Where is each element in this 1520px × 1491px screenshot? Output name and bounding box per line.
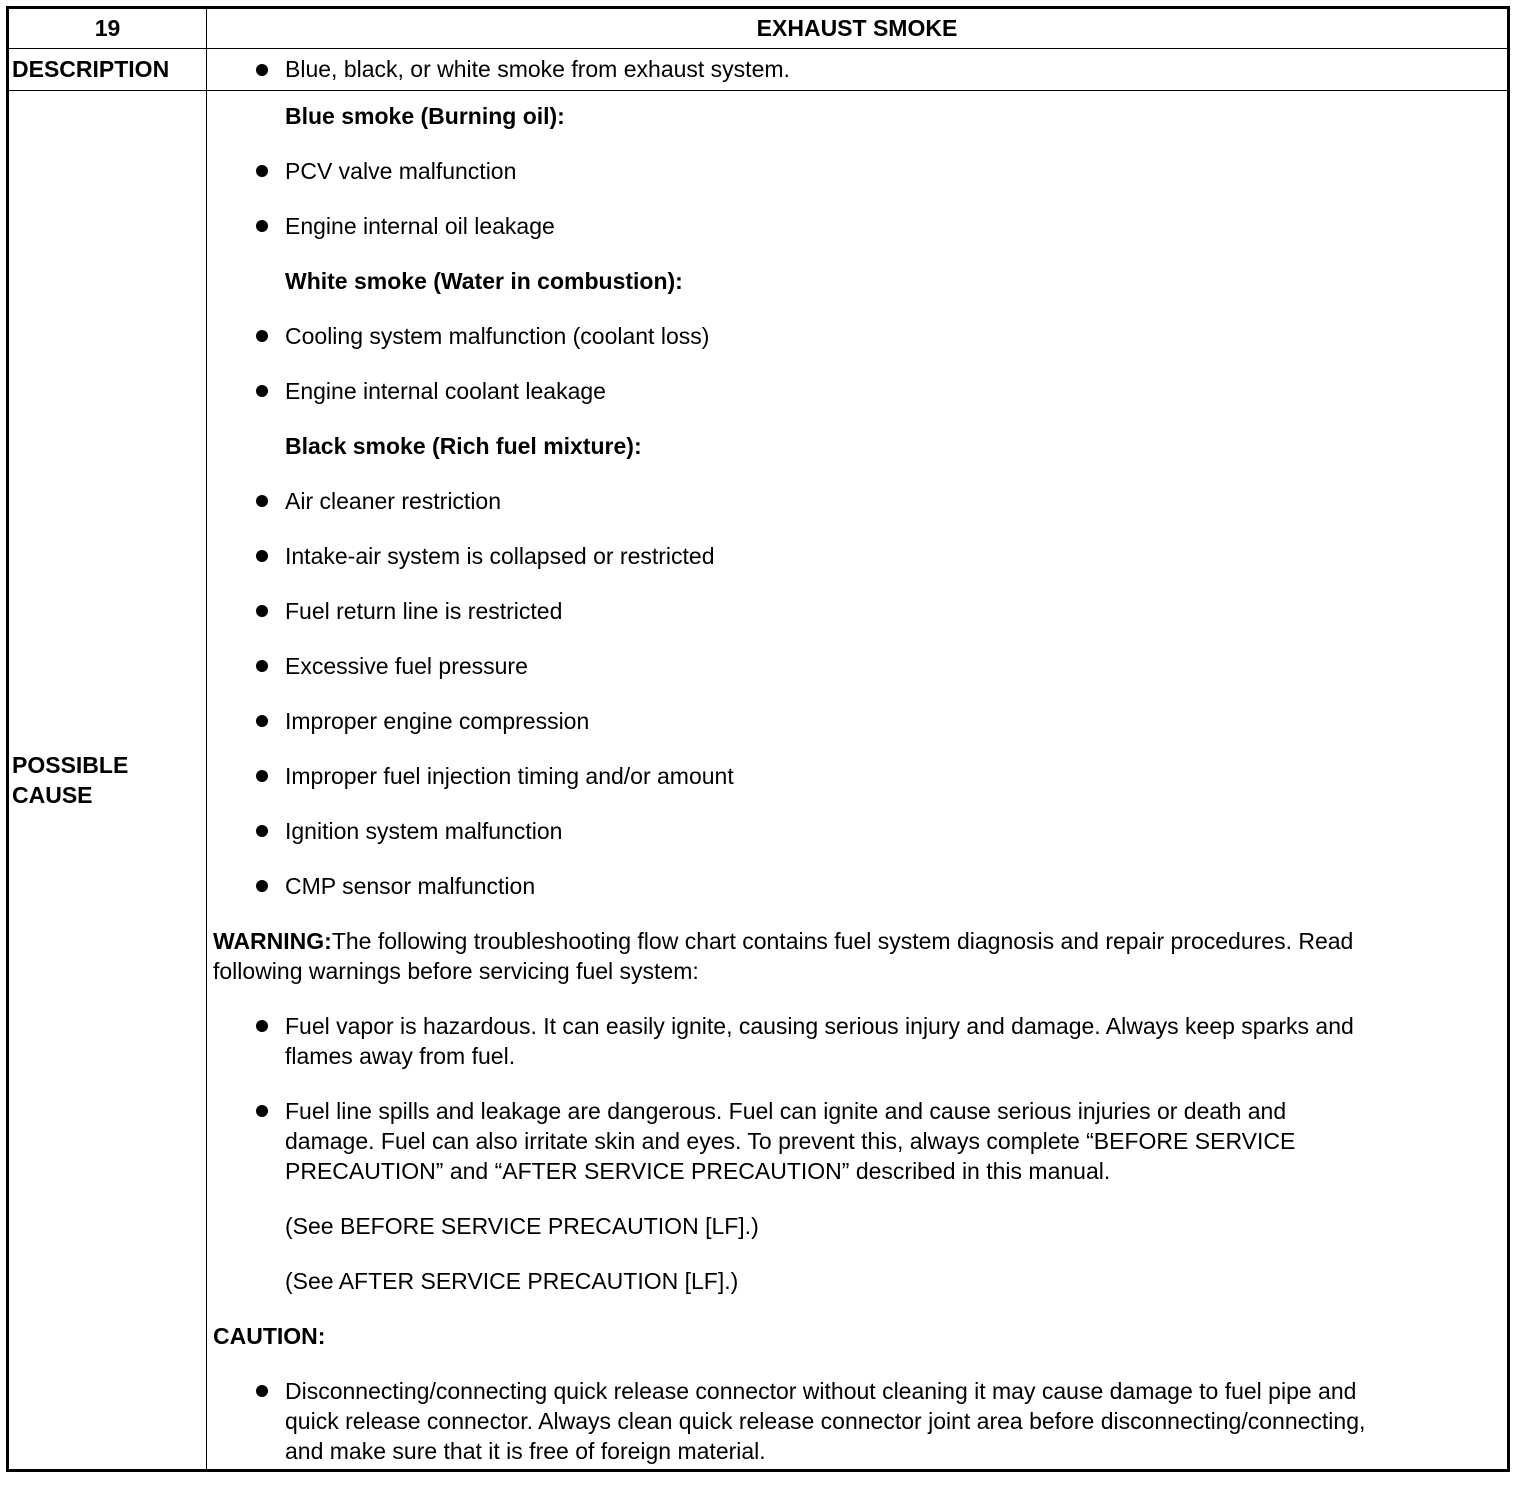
text-line: and make sure that it is free of foreign material. (285, 1438, 766, 1464)
text-line: PRECAUTION” and “AFTER SERVICE PRECAUTION” described in this manual. (285, 1158, 1111, 1184)
cause-list-item (207, 706, 1507, 736)
cause-list-item (207, 321, 1507, 351)
text-line: Air cleaner restriction (285, 488, 502, 514)
text-line: quick release connector. Always clean quick release connector joint area before disconnecting/connecting, (285, 1408, 1366, 1434)
text-line: CAUTION: (213, 1323, 326, 1349)
text-line: Fuel return line is restricted (285, 598, 563, 624)
warning-block (207, 926, 1507, 986)
text-line: CMP sensor malfunction (285, 873, 536, 899)
description-label: DESCRIPTION (12, 56, 170, 82)
bullet-icon (256, 770, 268, 782)
plain-block (207, 1266, 1507, 1296)
cause-list-item (207, 1096, 1507, 1186)
row-divider (9, 90, 1507, 91)
cause-list-item (207, 211, 1507, 241)
text-line: White smoke (Water in combustion): (285, 268, 683, 294)
caution-block (207, 1321, 1507, 1351)
possible-cause-label (12, 91, 206, 1469)
cause-list-item (207, 816, 1507, 846)
bullet-icon (256, 1385, 268, 1397)
cause-list-item (207, 761, 1507, 791)
bullet-icon (256, 64, 268, 76)
bullet-icon (256, 1105, 268, 1117)
text-line: following warnings before servicing fuel system: (213, 958, 699, 984)
text-line: Fuel line spills and leakage are dangerous. Fuel can ignite and cause serious injuries or death and (285, 1098, 1287, 1124)
cause-list-item (207, 376, 1507, 406)
cause-list-item (207, 486, 1507, 516)
description-value: Blue, black, or white smoke from exhaust system. (285, 56, 790, 82)
bullet-icon (256, 825, 268, 837)
bullet-icon (256, 550, 268, 562)
text-line: Improper fuel injection timing and/or amount (285, 763, 734, 789)
bullet-icon (256, 1020, 268, 1032)
plain-block (207, 1211, 1507, 1241)
text-line: Fuel vapor is hazardous. It can easily ignite, causing serious injury and damage. Always keep sparks and (285, 1013, 1354, 1039)
warning-prefix: WARNING: (213, 928, 332, 954)
text-line: damage. Fuel can also irritate skin and eyes. To prevent this, always complete “BEFORE SERVICE (285, 1128, 1296, 1154)
description-text (207, 49, 1507, 90)
text-line: Blue smoke (Burning oil): (285, 103, 565, 129)
symptom-number: 19 (94, 15, 121, 41)
possible-cause-content (207, 93, 1507, 1491)
bullet-icon (256, 495, 268, 507)
heading-block (207, 101, 1507, 131)
text-line: Disconnecting/connecting quick release connector without cleaning it may cause damage to fuel pipe and (285, 1378, 1357, 1404)
text-line: Cooling system malfunction (coolant loss) (285, 323, 710, 349)
text-line: Excessive fuel pressure (285, 653, 528, 679)
cause-list-item (207, 651, 1507, 681)
text-line: Engine internal coolant leakage (285, 378, 606, 404)
bullet-icon (256, 715, 268, 727)
text-line: flames away from fuel. (285, 1043, 516, 1069)
cause-list-item (207, 871, 1507, 901)
bullet-icon (256, 220, 268, 232)
text-line: (See BEFORE SERVICE PRECAUTION [LF].) (285, 1213, 759, 1239)
text-line: Ignition system malfunction (285, 818, 563, 844)
label-line: CAUSE (12, 782, 93, 808)
symptom-title: EXHAUST SMOKE (756, 15, 958, 41)
warning-text: The following troubleshooting flow chart contains fuel system diagnosis and repair procedures. Read (331, 928, 1354, 954)
text-line: PCV valve malfunction (285, 158, 517, 184)
text-line: Improper engine compression (285, 708, 590, 734)
text-line: Intake-air system is collapsed or restricted (285, 543, 715, 569)
bullet-icon (256, 385, 268, 397)
text-line (213, 926, 1507, 956)
bullet-icon (256, 165, 268, 177)
troubleshooting-table (6, 6, 1510, 1472)
label-line: POSSIBLE (12, 752, 129, 778)
bullet-icon (256, 605, 268, 617)
text-line: Engine internal oil leakage (285, 213, 555, 239)
bullet-icon (256, 330, 268, 342)
cause-list-item (207, 156, 1507, 186)
cause-list-item (207, 541, 1507, 571)
heading-block (207, 266, 1507, 296)
cause-list-item (207, 1376, 1507, 1466)
bullet-icon (256, 880, 268, 892)
heading-block (207, 431, 1507, 461)
cause-list-item (207, 1011, 1507, 1071)
text-line: Black smoke (Rich fuel mixture): (285, 433, 642, 459)
text-line: (See AFTER SERVICE PRECAUTION [LF].) (285, 1268, 739, 1294)
bullet-icon (256, 660, 268, 672)
cause-list-item (207, 596, 1507, 626)
